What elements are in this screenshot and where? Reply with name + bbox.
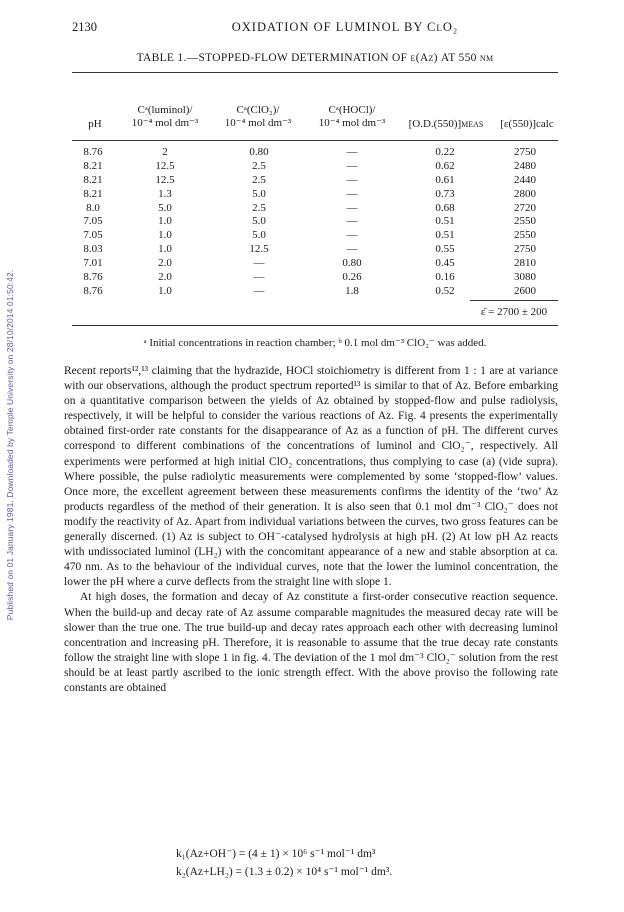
table-cell: —: [346, 229, 358, 242]
table-cell: 2750: [514, 243, 536, 256]
table-cell: 2.0: [158, 271, 172, 284]
table-cell: 0.55: [435, 243, 455, 256]
table-cell: —: [253, 271, 265, 284]
table-cell: 2750: [514, 146, 536, 158]
table-cell: 2810: [514, 257, 536, 270]
column-clo2: [224, 146, 294, 299]
table-cell: —: [346, 146, 358, 158]
header-clo2-unit: 10⁻⁴ mol dm⁻³: [224, 117, 292, 129]
column-ph: [58, 146, 128, 299]
table-top-rule: [72, 72, 558, 73]
equation-k2: k₂(Az+LH₂) = (1.3 ± 0.2) × 10⁴ s⁻¹ mol⁻¹ dm³.: [176, 866, 393, 878]
table-cell: 8.21: [83, 173, 103, 186]
table-cell: 1.0: [158, 243, 172, 256]
table-cell: 1.0: [158, 229, 172, 242]
table-cell: 0.68: [435, 201, 455, 214]
table-footnote: ᵃ Initial concentrations in reaction chamber; ᵇ 0.1 mol dm⁻³ ClO₂⁻ was added.: [143, 337, 487, 349]
header-clo2: [210, 104, 306, 130]
table-header-rule: [72, 140, 558, 141]
page-number: 2130: [72, 20, 97, 34]
header-od: [O.D.(550)]meas: [408, 118, 484, 130]
table-cell: 0.73: [435, 187, 455, 200]
table-cell: —: [346, 187, 358, 200]
table-cell: 2.0: [158, 257, 172, 270]
download-watermark: [2, 150, 18, 740]
table-cell: 2: [162, 146, 168, 158]
table-cell: 2720: [514, 201, 536, 214]
table-cell: 0.62: [435, 159, 455, 172]
table-cell: 0.61: [435, 173, 455, 186]
table-cell: —: [253, 284, 265, 297]
table-caption: TABLE 1.—STOPPED-FLOW DETERMINATION OF ε(Az) AT 550 nm: [136, 52, 494, 64]
body-text: [64, 364, 558, 696]
table-cell: 0.80: [342, 257, 362, 270]
table-cell: 8.76: [83, 284, 103, 297]
table-cell: 5.0: [252, 229, 266, 242]
table-cell: 2440: [514, 173, 536, 186]
table-cell: 1.3: [158, 187, 172, 200]
table-cell: 8.76: [83, 271, 103, 284]
table-cell: 0.51: [435, 229, 455, 242]
table-cell: 0.52: [435, 284, 455, 297]
download-watermark-text: Published on 01 January 1981. Downloaded by Temple University on 28/10/2014 01:50:42.: [5, 269, 15, 621]
table-cell: 8.21: [83, 159, 103, 172]
running-title: OXIDATION OF LUMINOL BY ClO₂: [231, 20, 459, 34]
table-cell: 12.5: [155, 173, 175, 186]
header-hocl-label: Cᵃ(HOCl)/: [328, 104, 376, 116]
table-cell: 0.22: [435, 146, 455, 158]
table-cell: 0.16: [435, 271, 455, 284]
table-cell: 0.45: [435, 257, 455, 270]
table-cell: 8.21: [83, 187, 103, 200]
table-cell: 2.5: [252, 159, 266, 172]
mean-rule: [470, 300, 558, 301]
header-hocl-unit: 10⁻⁴ mol dm⁻³: [318, 117, 386, 129]
table-cell: 7.05: [83, 229, 103, 242]
table-cell: 0.80: [249, 146, 269, 158]
header-luminol-label: Cᵃ(luminol)/: [137, 104, 193, 116]
table-cell: 5.0: [252, 187, 266, 200]
equation-k1: k₁(Az+OH⁻) = (4 ± 1) × 10⁶ s⁻¹ mol⁻¹ dm³: [176, 848, 376, 860]
table-cell: —: [346, 173, 358, 186]
paragraph-2: At high doses, the formation and decay of Az constitute a first-order consecutive reaction sequence. When the build-up and decay rate of Az assume comparable magnitudes the measured decay rate will be slower than the true one. The true build-up and decay rates approach each other with decreasing luminol concentration and increasing pH. Therefore, it is reasonable to assume that the true decay rate constants follow the straight line with slope 1 in fig. 4. The deviation of the 1 mol dm⁻³ ClO₂⁻ solution from the rest should be at least partly ascribed to the ionic strength effect. With the above proviso the following rate constants are obtained: [64, 591, 558, 694]
column-od: [410, 146, 480, 299]
table-cell: 8.0: [86, 201, 100, 214]
table-cell: 2.5: [252, 201, 266, 214]
table-cell: 12.5: [249, 243, 269, 256]
table-cell: 7.05: [83, 215, 103, 228]
table-cell: 1.8: [345, 284, 359, 297]
header-eps: [ε(550)]calc: [500, 118, 554, 130]
table-cell: 2550: [514, 215, 536, 228]
table-cell: 2800: [514, 187, 536, 200]
table-cell: 12.5: [155, 159, 175, 172]
table-cell: —: [346, 243, 358, 256]
table-cell: 2600: [514, 284, 536, 297]
table-cell: 3080: [514, 271, 536, 284]
table-cell: 2480: [514, 159, 536, 172]
page-header: [72, 20, 558, 36]
table-cell: 2.5: [252, 173, 266, 186]
table-cell: —: [346, 201, 358, 214]
table-cell: 5.0: [158, 201, 172, 214]
header-clo2-label: Cᵃ(ClO₂)/: [236, 104, 280, 116]
table-cell: 8.03: [83, 243, 103, 256]
table-cell: —: [253, 257, 265, 270]
column-luminol: [130, 146, 200, 299]
paragraph-1: Recent reports¹²,¹³ claiming that the hydrazide, HOCl stoichiometry is different from 1 : 1 are at variance with our observations, although the product spectrum reported¹³ is similar to that of Az. Before embarking on a quantitative comparison between the yields of Az obtained by stopped-flow and pulse radiolysis, respectively, it will be helpful to consider the various reactions of Az. Fig. 4 presents the experimentally obtained first-order rate constants for the disappearance of Az as a function of pH. The different curves correspond to different combinations of the concentrations of luminol and ClO₂⁻, respectively. All experiments were performed at high initial ClO₂ concentrations, thus complying to case (a) (vide supra). Where possible, the pulse radiolytic measurements were complemented by some ‘stopped-flow’ values. Once more, the excellent agreement between these measurements confirms the identity of the ‘two’ Az products regardless of the method of their generation. It is also seen that 0.1 mol dm⁻³ ClO₂⁻ does not modify the reactivity of Az. Apart from individual variations between the curves, two gross features can be generally discerned. (1) Az is subject to OH⁻-catalysed hydrolysis at high pH. (2) At low pH Az reacts with undissociated luminol (LH₂) with the concomitant appearance of a new and stable absorption at ca. 470 nm. As to the behaviour of the individual curves, note that the lower the luminol concentration, the lower the pH where a curve deflects from the straight line with slope 1.: [64, 365, 558, 589]
table-cell: 2550: [514, 229, 536, 242]
table-cell: 0.26: [342, 271, 362, 284]
header-ph: pH: [88, 118, 102, 130]
table-cell: —: [346, 159, 358, 172]
column-hocl: [317, 146, 387, 299]
header-luminol: [120, 104, 210, 130]
table-bottom-rule: [72, 325, 558, 326]
table-cell: 0.51: [435, 215, 455, 228]
table-cell: —: [346, 215, 358, 228]
mean-epsilon: ε̄ = 2700 ± 200: [480, 306, 548, 318]
table-cell: 7.01: [83, 257, 103, 270]
table-cell: 1.0: [158, 284, 172, 297]
table-cell: 8.76: [83, 146, 103, 158]
table-cell: 1.0: [158, 215, 172, 228]
column-eps: [490, 146, 560, 299]
table-cell: 5.0: [252, 215, 266, 228]
header-luminol-unit: 10⁻⁴ mol dm⁻³: [131, 117, 199, 129]
header-hocl: [306, 104, 398, 130]
